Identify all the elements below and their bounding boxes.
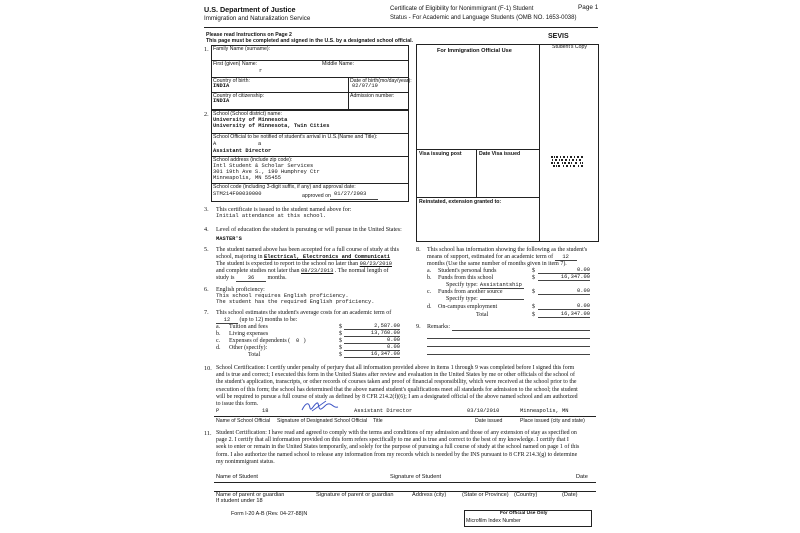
- approved-on-line: [330, 199, 378, 200]
- section2-number: 2.: [204, 111, 209, 118]
- first-name-label: First (given) Name:: [213, 61, 258, 67]
- section7-item-label-text: Expenses of dependents (: [229, 338, 291, 344]
- immigration-official-box: [416, 44, 540, 242]
- specify-type-value: [480, 299, 524, 300]
- section1-number: 1.: [204, 46, 209, 53]
- label-date-issued: Date issued: [475, 418, 503, 424]
- student-certification-line: seek to enter or remain in the United States temporarily, and solely for the purpose of pursuing a full course of study at the school named on page 1 of this: [216, 444, 580, 451]
- section8-item-label-text: Specify type:: [446, 296, 478, 302]
- section7-item-label: [229, 345, 267, 351]
- approved-on-label: approved on: [302, 193, 331, 199]
- dob-label: Date of birth(mo/day/year):: [350, 78, 412, 84]
- section7-item-currency: $: [339, 324, 342, 330]
- section3-value: Initial attendance at this school.: [216, 213, 326, 219]
- section8-item-amount: 0.00: [538, 304, 590, 310]
- section7-line1: This school estimates the student's average costs for an academic term of: [216, 310, 392, 316]
- section8-line1: This school has information showing the following as the student's: [427, 247, 588, 253]
- birth-country-label: Country of birth:: [213, 78, 250, 84]
- section8-line3: months (Use the same number of months given in item 7).: [427, 261, 567, 267]
- specify-type-value: Assistantship: [479, 282, 522, 288]
- section8-item-label: [438, 275, 493, 281]
- section6-value2: The student has the required English proficiency.: [216, 299, 375, 305]
- microfilm-label: Microfilm Index Number: [466, 518, 521, 524]
- label-country: (Country): [514, 492, 538, 498]
- section7-item-label-text: Other (specify):: [229, 345, 268, 351]
- address-line1: Intl Student & Scholar Services: [213, 163, 314, 169]
- school-name-line1: University of Minnesota: [213, 117, 288, 123]
- section8-item-label: [446, 296, 524, 302]
- section6-number: 6.: [204, 286, 209, 293]
- first-name-value: r: [259, 68, 263, 74]
- label-school-official: Name of School Official: [216, 418, 271, 424]
- section9-number: 9.: [416, 323, 421, 330]
- section3-text: This certificate is issued to the student named above for:: [216, 207, 352, 213]
- official-name-b: a: [258, 141, 262, 147]
- school-code-label: School code (including 3-digit suffix, if any) and approval date:: [213, 184, 356, 190]
- section8-total-currency: $: [532, 312, 535, 318]
- middle-name-label: Middle Name:: [322, 61, 355, 67]
- label-guardian-date: (Date): [562, 492, 578, 498]
- section7-item-amount: 13,760.00: [344, 331, 400, 337]
- label-student-signature: Signature of Student: [390, 474, 442, 480]
- section7-item-label-text: Tuition and fees: [229, 324, 268, 330]
- section10-number: 10.: [204, 365, 212, 372]
- section8-item-label: [438, 268, 496, 274]
- section8-item-amount: 0.00: [538, 268, 590, 274]
- remarks-line-1: [452, 330, 590, 331]
- address-line3: Minneapolis, MN 55455: [213, 175, 281, 181]
- student-signature-line: [214, 482, 596, 483]
- form-title-text: Status - For Academic and Language Students: [390, 15, 515, 21]
- remarks-line-4: [427, 354, 590, 355]
- school-official-title: Assistant Director: [354, 408, 413, 414]
- remarks-label: Remarks:: [427, 324, 450, 330]
- visa-post-label: Visa issuing post: [419, 151, 462, 157]
- address-line2: 301 19th Ave S., 190 Humphrey Ctr: [213, 169, 320, 175]
- remarks-line-3: [427, 346, 590, 347]
- section5-line4: [216, 268, 389, 274]
- official-use-label: For Official Use Only: [500, 511, 548, 516]
- section8-total-label: Total: [476, 312, 489, 318]
- school-code-value: STM214F00039000: [213, 191, 262, 197]
- section8-item-amount: 16,347.00: [538, 275, 590, 281]
- section7-item-label: [229, 324, 268, 330]
- school-certification-line: will be required to pursue a full course of study as defined by 8 CFR 214.2(f)(6); I am a designated official of the above named school and am authorized: [216, 393, 578, 400]
- section7-total-currency: $: [339, 352, 342, 358]
- official-label: School Official to be notified of student's arrival in U.S.(Name and Title):: [213, 134, 378, 140]
- barcode-icon: [551, 156, 583, 168]
- section5-line4-tail: . The normal length of: [334, 268, 389, 274]
- school-name-label: School (School district) name:: [213, 111, 282, 117]
- major-value: Electrical, Electronics and Communicati: [264, 254, 391, 260]
- section7-months-value: 12: [216, 318, 238, 324]
- official-name-a: A: [213, 141, 217, 147]
- visa-row-bottom: [416, 197, 540, 198]
- student-certification-line: Student Certification: I have read and agreed to comply with the terms and conditions of my admission and those of any extension of stay as specified on: [216, 430, 577, 436]
- remarks-line-2: [427, 338, 590, 339]
- section5-line2: [216, 254, 390, 260]
- section8-number: 8.: [416, 246, 421, 253]
- page-number: Page 1: [578, 4, 599, 11]
- section6-value1: This school requires English proficiency.: [216, 293, 349, 299]
- section5-line5-text: study is: [216, 275, 235, 281]
- immigration-box-title: For Immigration Official Use: [437, 48, 512, 54]
- section4-text: Level of education the student is pursuing or will pursue in the United States:: [216, 227, 402, 233]
- section8-item-currency: $: [532, 289, 535, 295]
- school-official-name-a: P: [216, 408, 220, 414]
- school-certification-line: and is true and correct; I executed this form in the United States after review and evaluation in the United States by me or other officials of the school of: [216, 372, 575, 379]
- section8-item-key: b.: [427, 275, 432, 281]
- address-label: School address (include zip code):: [213, 157, 293, 163]
- section8-item-label-text: Funds from this school: [438, 275, 494, 281]
- dob-value: 02/07/19: [352, 83, 378, 89]
- section7-item-label: [229, 331, 268, 337]
- section5-line2-text: school, majoring in: [216, 254, 263, 260]
- school-certification-line: the student's application, transcripts, or other records of courses taken and proof of financial responsibility, which were received at the school prior to the: [216, 379, 577, 386]
- section8-months-value: 12: [555, 255, 577, 261]
- label-under-18: If student under 18: [216, 498, 263, 504]
- section6-text: English proficiency:: [216, 287, 265, 293]
- section5-line3: [216, 261, 392, 267]
- section8-item-label-text: Student's personal funds: [438, 268, 497, 274]
- section8-item-label-text: Funds from another source: [438, 289, 503, 295]
- section7-item-label-text: Living expenses: [229, 331, 269, 337]
- label-place-issued: Place issued (city and state): [520, 418, 585, 424]
- official-title: Assistant Director: [213, 148, 272, 154]
- form-title-line1: Certificate of Eligibility for Nonimmigrant (F-1) Student: [390, 6, 534, 12]
- section7-total-label: Total: [248, 352, 261, 358]
- label-student-date: Date: [576, 474, 588, 480]
- label-guardian-name: Name of parent or guardian: [216, 492, 285, 498]
- section5-line3-text: The student is expected to report to the school no later than: [216, 261, 359, 267]
- reinstated-label: Reinstated, extension granted to:: [419, 199, 502, 205]
- visa-row-top: [416, 149, 540, 150]
- label-state: (State or Province): [462, 492, 509, 498]
- section8-item-key: c.: [427, 289, 432, 295]
- citizenship-label: Country of citizenship:: [213, 93, 265, 99]
- instructions-line2: This page must be completed and signed in the U.S. by a designated school official.: [206, 38, 413, 44]
- service-name: Immigration and Naturalization Service: [204, 15, 311, 22]
- school-certification-line: execution of this form; the school has determined that the above named student's qualifications meet all standards for admission to the school; the student: [216, 386, 578, 393]
- student-certification-line: form. I also authorize the named school to release any information from my records which is needed by the INS pursuant to 8 CFR 214.3(g) to determine: [216, 451, 578, 458]
- section8-item-currency: $: [532, 275, 535, 281]
- label-title: Title: [373, 418, 383, 424]
- omb-number: (OMB NO. 1653-0038): [516, 15, 577, 21]
- sevis-label: SEVIS: [548, 33, 569, 40]
- section5-number: 5.: [204, 246, 209, 253]
- section8-item-currency: $: [532, 268, 535, 274]
- student-certification-line: my nonimmigrant status.: [216, 458, 275, 465]
- label-guardian-signature: Signature of parent or guardian: [316, 492, 394, 498]
- section5-line1: The student named above has been accepted for a full course of study at this: [216, 247, 399, 253]
- section8-item-label: [438, 289, 503, 295]
- section7-item-key: c.: [216, 338, 221, 344]
- student-certification-line: page 2. I certify that all information provided on this form refers specifically to me and is true and correct to the best of my knowledge. I certify that I: [216, 437, 569, 444]
- family-name-label: Family Name (surname):: [213, 46, 271, 52]
- section7-item-amount: 0.00: [344, 338, 400, 344]
- section8-item-label: [438, 304, 497, 310]
- section7-item-currency: $: [339, 331, 342, 337]
- report-date-value: 08/23/2010: [359, 261, 392, 267]
- section8-total-amount: 16,347.00: [538, 312, 590, 318]
- section8-item-currency: $: [532, 304, 535, 310]
- birth-country-value: INDIA: [213, 83, 230, 89]
- section8-line2-text: means of support, estimated for an academic term of: [427, 254, 554, 260]
- section5-line5-tail: months.: [267, 275, 287, 281]
- agency-name: U.S. Department of Justice: [204, 5, 296, 14]
- place-issued-value: Minneapolis, MN: [520, 408, 569, 414]
- section4-number: 4.: [204, 226, 209, 233]
- section7-item-key: b.: [216, 331, 221, 337]
- school-certification-line: to issue this form.: [216, 401, 259, 407]
- section11-number: 11.: [204, 430, 212, 437]
- section8-item-key: d.: [427, 304, 432, 310]
- section7-item-label: [229, 338, 306, 344]
- section4-value: MASTER'S: [216, 236, 242, 242]
- section7-number: 7.: [204, 309, 209, 316]
- s1-vertical-divider: [348, 77, 349, 110]
- dependents-count: 0: [296, 338, 300, 344]
- school-name-line2: University of Minnesota, Twin Cities: [213, 123, 330, 129]
- section7-item-amount: 2,587.00: [344, 324, 400, 330]
- label-designated-signature: Signature of Designated School Official: [277, 418, 368, 424]
- section7-item-key: a.: [216, 324, 221, 330]
- label-address-city: Address (city): [412, 492, 447, 498]
- school-certification-line: School Certification: I certify under penalty of perjury that all information provided above in items 1 through 9 was completed before I signed this form: [216, 365, 575, 371]
- official-signature-icon: [300, 398, 340, 414]
- section5-line4-text: and complete studies not later than: [216, 268, 300, 274]
- section7-item-currency: $: [339, 338, 342, 344]
- header-divider: [204, 27, 598, 28]
- section7-total-amount: 16,347.00: [344, 352, 400, 358]
- section7-item-amount: 0.00: [344, 345, 400, 351]
- visa-row-divider: [476, 149, 477, 197]
- form-title-line2: [390, 15, 576, 21]
- section8-item-key: a.: [427, 268, 432, 274]
- section10-signature-line: [214, 416, 596, 417]
- section7-item-key: d.: [216, 345, 221, 351]
- admission-label: Admission number:: [350, 93, 395, 99]
- section7-item-currency: $: [339, 345, 342, 351]
- section8-item-label-text: On-campus employment: [438, 304, 498, 310]
- study-length-value: 36: [236, 276, 266, 282]
- section3-number: 3.: [204, 206, 209, 213]
- approved-on-value: 01/27/2003: [334, 191, 367, 197]
- section5-line5: [216, 275, 287, 282]
- section8-item-label-text: Specify type:: [446, 282, 478, 288]
- date-issued-value: 03/10/2010: [467, 408, 500, 414]
- section8-item-amount: 0.00: [538, 289, 590, 295]
- label-student-name: Name of Student: [216, 474, 258, 480]
- visa-date-label: Date Visa issued: [479, 151, 521, 157]
- school-official-name-b: 18: [262, 408, 269, 414]
- complete-date-value: 08/23/2013: [300, 268, 334, 274]
- section7-line2-text: (up to 12) months to be:: [239, 317, 298, 323]
- citizenship-value: INDIA: [213, 98, 230, 104]
- dependents-close: ): [303, 338, 306, 344]
- instructions-line1: Please read Instructions on Page 2: [206, 32, 292, 38]
- student-copy-label: Student's Copy: [552, 44, 588, 50]
- student-copy-box: [540, 44, 599, 242]
- form-number: Form I-20 A-B (Rev. 04-27-88)N: [231, 511, 308, 517]
